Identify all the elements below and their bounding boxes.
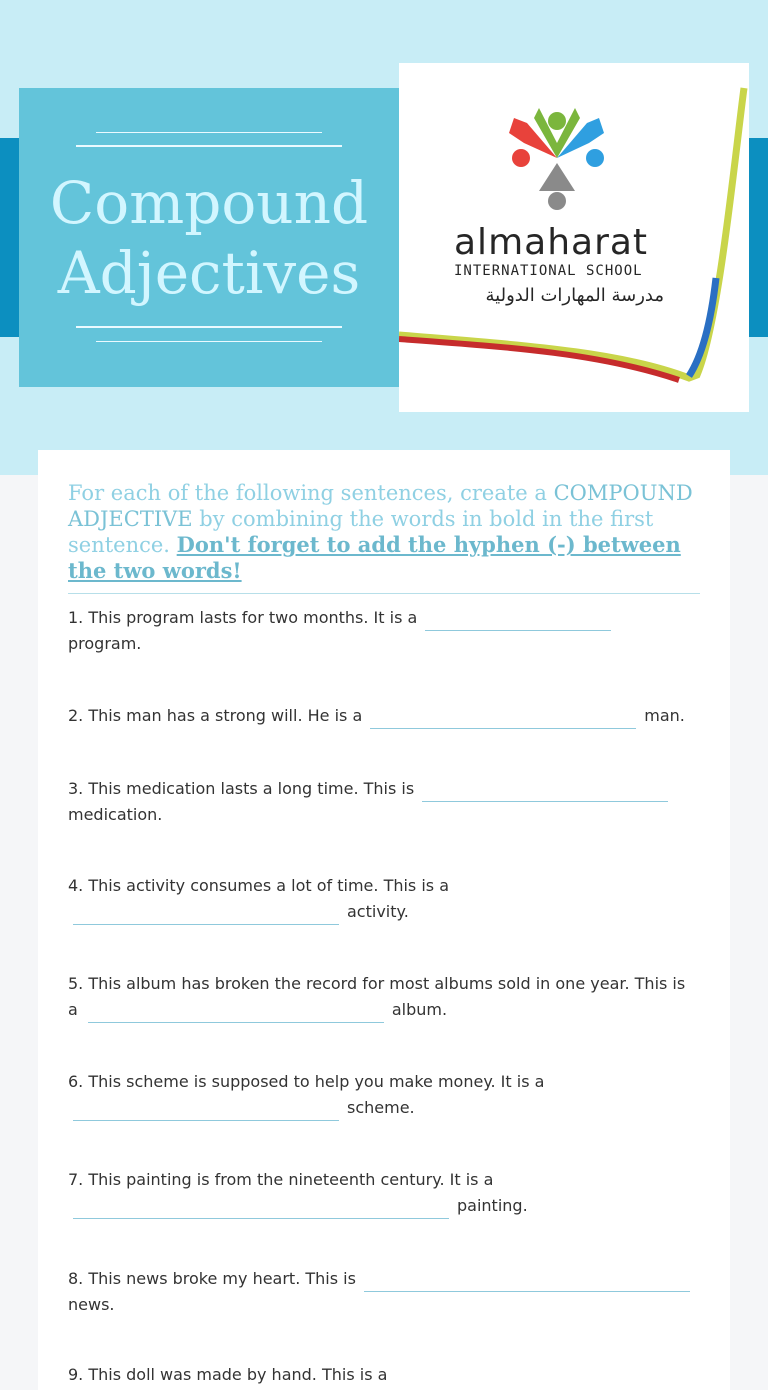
worksheet-card <box>38 450 730 1390</box>
question-text-before: 6. This scheme is supposed to help you make money. It is a <box>68 1072 545 1091</box>
question-text-before: 1. This program lasts for two months. It is a <box>68 608 418 627</box>
question-text-after: painting. <box>457 1196 528 1215</box>
question-7 <box>68 1167 700 1219</box>
answer-blank-6[interactable] <box>73 1102 339 1121</box>
question-text-before: 7. This painting is from the nineteenth century. It is a <box>68 1170 494 1189</box>
question-5 <box>68 971 700 1023</box>
instructions <box>68 480 700 584</box>
instructions-text-2: by combining the words in bold in the first sentence. <box>68 507 654 557</box>
question-text-before: 4. This activity consumes a lot of time. This is a <box>68 876 450 895</box>
title-rule-top-2 <box>76 145 342 147</box>
question-text-before: 9. This doll was made by hand. This is a <box>68 1365 388 1384</box>
logo-wordmark: almaharat <box>454 222 649 263</box>
school-logo <box>399 63 749 412</box>
question-2 <box>68 703 700 729</box>
answer-blank-3[interactable] <box>422 783 668 802</box>
title-rule-bottom-2 <box>96 341 322 342</box>
question-text-after: album. <box>391 1000 448 1019</box>
question-text-before: 8. This news broke my heart. This is <box>68 1269 356 1288</box>
left-accent-band <box>0 138 20 337</box>
right-accent-band <box>748 138 768 337</box>
question-text-after: medication. <box>68 805 163 824</box>
question-1 <box>68 605 700 657</box>
logo-arabic: مدرسة المهارات الدولية <box>485 285 664 306</box>
question-6 <box>68 1069 700 1121</box>
title-line-1: Compound <box>49 169 369 237</box>
instructions-divider <box>68 593 700 594</box>
question-text-before: 3. This medication lasts a long time. This is <box>68 779 415 798</box>
instructions-highlight: COMPOUND ADJECTIVE <box>68 481 693 531</box>
question-4 <box>68 873 700 925</box>
question-text-after: activity. <box>347 902 409 921</box>
page-title <box>19 168 399 308</box>
answer-blank-2[interactable] <box>370 710 636 729</box>
title-line-2: Adjectives <box>57 239 361 307</box>
question-text-before: 5. This album has broken the record for most albums sold in one year. This is a <box>68 974 686 1019</box>
logo-subtitle: INTERNATIONAL SCHOOL <box>454 263 643 279</box>
question-text-after: program. <box>68 634 142 653</box>
question-text-after: man. <box>644 706 685 725</box>
answer-blank-8[interactable] <box>364 1273 690 1292</box>
question-text-after: scheme. <box>347 1098 415 1117</box>
question-text-after: news. <box>68 1295 115 1314</box>
instructions-text-1: For each of the following sentences, create a <box>68 481 554 505</box>
answer-blank-4[interactable] <box>73 906 339 925</box>
question-3 <box>68 776 700 828</box>
answer-blank-1[interactable] <box>425 612 611 631</box>
title-rule-bottom-1 <box>76 326 342 328</box>
question-9 <box>68 1362 700 1388</box>
question-text-before: 2. This man has a strong will. He is a <box>68 706 363 725</box>
question-8 <box>68 1266 700 1318</box>
instructions-warning: Don't forget to add the hyphen (-) between the two words! <box>68 532 681 583</box>
answer-blank-5[interactable] <box>88 1004 384 1023</box>
answer-blank-7[interactable] <box>73 1200 449 1219</box>
header-hero <box>0 0 768 475</box>
title-rule-top-1 <box>96 132 322 133</box>
title-box <box>19 88 399 387</box>
